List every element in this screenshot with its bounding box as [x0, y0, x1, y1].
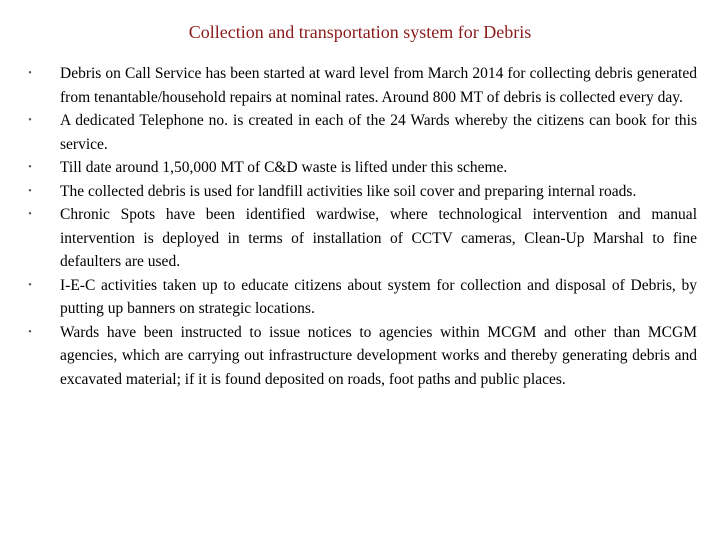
- bullet-text: Debris on Call Service has been started at ward level from March 2014 for collecting debris generated from tenantable/household repairs at nominal rates. Around 800 MT of debris is collected every day.: [60, 65, 697, 106]
- bullet-text: Chronic Spots have been identified wardwise, where technological intervention and manual intervention is deployed in terms of installation of CCTV cameras, Clean-Up Marshal to fine defaulters are used.: [60, 206, 697, 270]
- bullet-text: A dedicated Telephone no. is created in each of the 24 Wards whereby the citizens can book for this service.: [60, 112, 697, 153]
- bullet-dot-icon: •: [28, 68, 32, 79]
- bullet-text: Till date around 1,50,000 MT of C&D waste is lifted under this scheme.: [60, 159, 508, 176]
- bullet-text: I-E-C activities taken up to educate citizens about system for collection and disposal of Debris, by putting up banners on strategic locations.: [60, 276, 697, 317]
- bullet-list: [0, 62, 720, 391]
- bullet-dot-icon: •: [28, 209, 32, 220]
- slide-title: Collection and transportation system for Debris: [188, 22, 532, 42]
- bullet-item-3: [28, 156, 697, 180]
- bullet-text: The collected debris is used for landfill activities like soil cover and preparing internal roads.: [60, 182, 637, 200]
- bullet-item-1: [28, 62, 697, 109]
- bullet-dot-icon: •: [28, 326, 32, 338]
- bullet-dot-icon: •: [28, 185, 32, 197]
- bullet-item-6: [28, 274, 697, 321]
- bullet-dot-icon: •: [28, 279, 32, 291]
- bullet-dot-icon: •: [28, 115, 32, 126]
- bullet-item-4: [28, 180, 697, 204]
- bullet-item-7: [28, 321, 697, 392]
- bullet-text: Wards have been instructed to issue notices to agencies within MCGM and other than MCGM agencies, which are carrying out infrastructure development works and thereby generating debris and excavated material; if it is found deposited on roads, foot paths and public places.: [60, 323, 697, 388]
- bullet-item-5: [28, 203, 697, 274]
- bullet-item-2: [28, 109, 697, 156]
- bullet-dot-icon: •: [28, 162, 32, 173]
